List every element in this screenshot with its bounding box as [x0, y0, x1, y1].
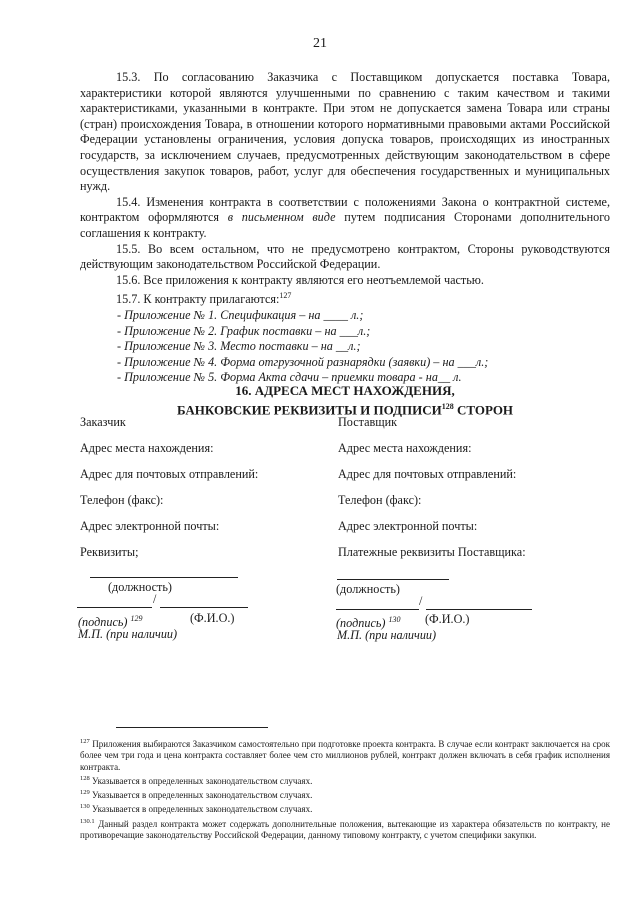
clause-15-5: 15.5. Во всем остальном, что не предусмотрено контрактом, Стороны руководствуются действующим законодательством Российской Федерации.: [80, 241, 610, 272]
footnote-129: [80, 787, 610, 801]
supplier-email: Адрес электронной почты:: [338, 519, 478, 533]
footnotes: [80, 736, 610, 841]
footnote-127: [80, 736, 610, 773]
clause-15-7-text: 15.7. К контракту прилагаются:: [116, 292, 280, 307]
stamp-label: М.П. (при наличии): [78, 627, 178, 641]
clause-15-3: 15.3. По согласованию Заказчика с Поставщиком допускается поставка Товара, характеристики которой являются улучшенными по сравнению с таким качеством и такими характеристиками, указанными в контракте. При этом не допускается замена Товара или страны (стран) происхождения Товара, в отношении которого нормативными правовыми актами Российской Федерации установлены ограничения, условия допуска товаров, происходящих из иностранных государств, за исключением случаев, предусмотренных действующим законодательством в сфере осуществления закупок товаров, работ, услуг для обеспечения государственных и муниципальных нужд.: [80, 70, 610, 194]
supplier-postal-address: Адрес для почтовых отправлений:: [338, 467, 517, 481]
stamp-label: М.П. (при наличии): [337, 628, 437, 642]
clause-15-6: 15.6. Все приложения к контракту являются его неотъемлемой частью.: [116, 272, 484, 287]
footnote-128: [80, 773, 610, 787]
customer-details: Реквизиты;: [80, 545, 139, 559]
footnote-ref: 130: [388, 615, 401, 624]
attachment-item: - Приложение № 3. Место поставки – на __л.;: [117, 339, 361, 354]
footnote-text: Данный раздел контракта может содержать дополнительные положения, вытекающие из характера обязательств по контракту, не противоречащие законодательству Российской Федерации, данному типовому контракту, с учетом специфики закупки.: [80, 818, 610, 841]
footnote-number: 130: [80, 803, 90, 811]
attachment-item: - Приложение № 5. Форма Акта сдачи – приемки товара - на__ л.: [117, 370, 462, 385]
footnote-number: 128: [80, 774, 90, 782]
clause-15-4-start: 15.4. Изменения контракта в соответствии с положениями Закона о контрактной системе, контрактом оформляются: [80, 194, 610, 225]
footnote-130: [80, 801, 610, 815]
footnote-130-1: [80, 816, 610, 842]
footnote-text: Указывается в определенных законодательством случаях.: [89, 775, 313, 786]
footnote-text: Приложения выбираются Заказчиком самостоятельно при подготовке проекта контракта. В случае если контракт заключается на срок более чем три года и цена контракта составляет более чем сто миллионов рублей, контракт должен включать в себя график исполнения контракта.: [80, 739, 610, 772]
sign-label-text: (подпись): [336, 616, 386, 631]
signature-line: [426, 609, 532, 610]
signature-slash: /: [153, 592, 157, 606]
signature-slash: /: [419, 594, 423, 608]
footnote-ref: 128: [441, 402, 454, 411]
footnote-separator: [116, 727, 268, 728]
clause-15-4-emphasis: в письменном виде: [227, 210, 336, 225]
section-16-title-text: БАНКОВСКИЕ РЕКВИЗИТЫ И ПОДПИСИ: [176, 402, 442, 418]
signature-line: [337, 579, 449, 580]
fio-label: (Ф.И.О.): [425, 612, 470, 626]
page-number: 21: [313, 36, 327, 51]
supplier-address: Адрес места нахождения:: [338, 441, 472, 455]
supplier-phone: Телефон (факс):: [338, 493, 422, 507]
customer-phone: Телефон (факс):: [80, 493, 164, 507]
attachment-item: - Приложение № 1. Спецификация – на ____ л.;: [117, 307, 364, 322]
position-label: (должность): [336, 582, 400, 596]
customer-email: Адрес электронной почты:: [80, 519, 220, 533]
footnote-number: 127: [80, 738, 90, 745]
attachment-item: - Приложение № 2. График поставки – на ___л.;: [117, 323, 371, 338]
customer-postal-address: Адрес для почтовых отправлений:: [80, 467, 259, 481]
customer-title: Заказчик: [80, 415, 126, 429]
sign-label-text: (подпись): [78, 615, 128, 630]
footnote-text: Указывается в определенных законодательством случаях.: [89, 804, 313, 815]
clause-15-4-end: путем подписания Сторонами дополнительного соглашения к контракту.: [80, 210, 610, 240]
footnote-text: Указывается в определенных законодательством случаях.: [89, 790, 313, 801]
signature-line: [336, 609, 419, 610]
footnote-number: 129: [80, 789, 90, 797]
customer-address: Адрес места нахождения:: [80, 441, 214, 455]
position-label: (должность): [108, 580, 172, 594]
attachment-item: - Приложение № 4. Форма отгрузочной разнарядки (заявки) – на ___л.;: [117, 354, 489, 369]
section-16-title-end: СТОРОН: [453, 402, 514, 418]
supplier-title: Поставщик: [338, 415, 398, 429]
section-16-title-line1: 16. АДРЕСА МЕСТ НАХОЖДЕНИЯ,: [235, 383, 455, 398]
fio-label: (Ф.И.О.): [190, 611, 235, 625]
supplier-details: Платежные реквизиты Поставщика:: [338, 545, 526, 559]
footnote-ref: 129: [130, 614, 143, 623]
footnote-number: 130.1: [80, 817, 95, 825]
footnote-ref: 127: [279, 291, 292, 301]
